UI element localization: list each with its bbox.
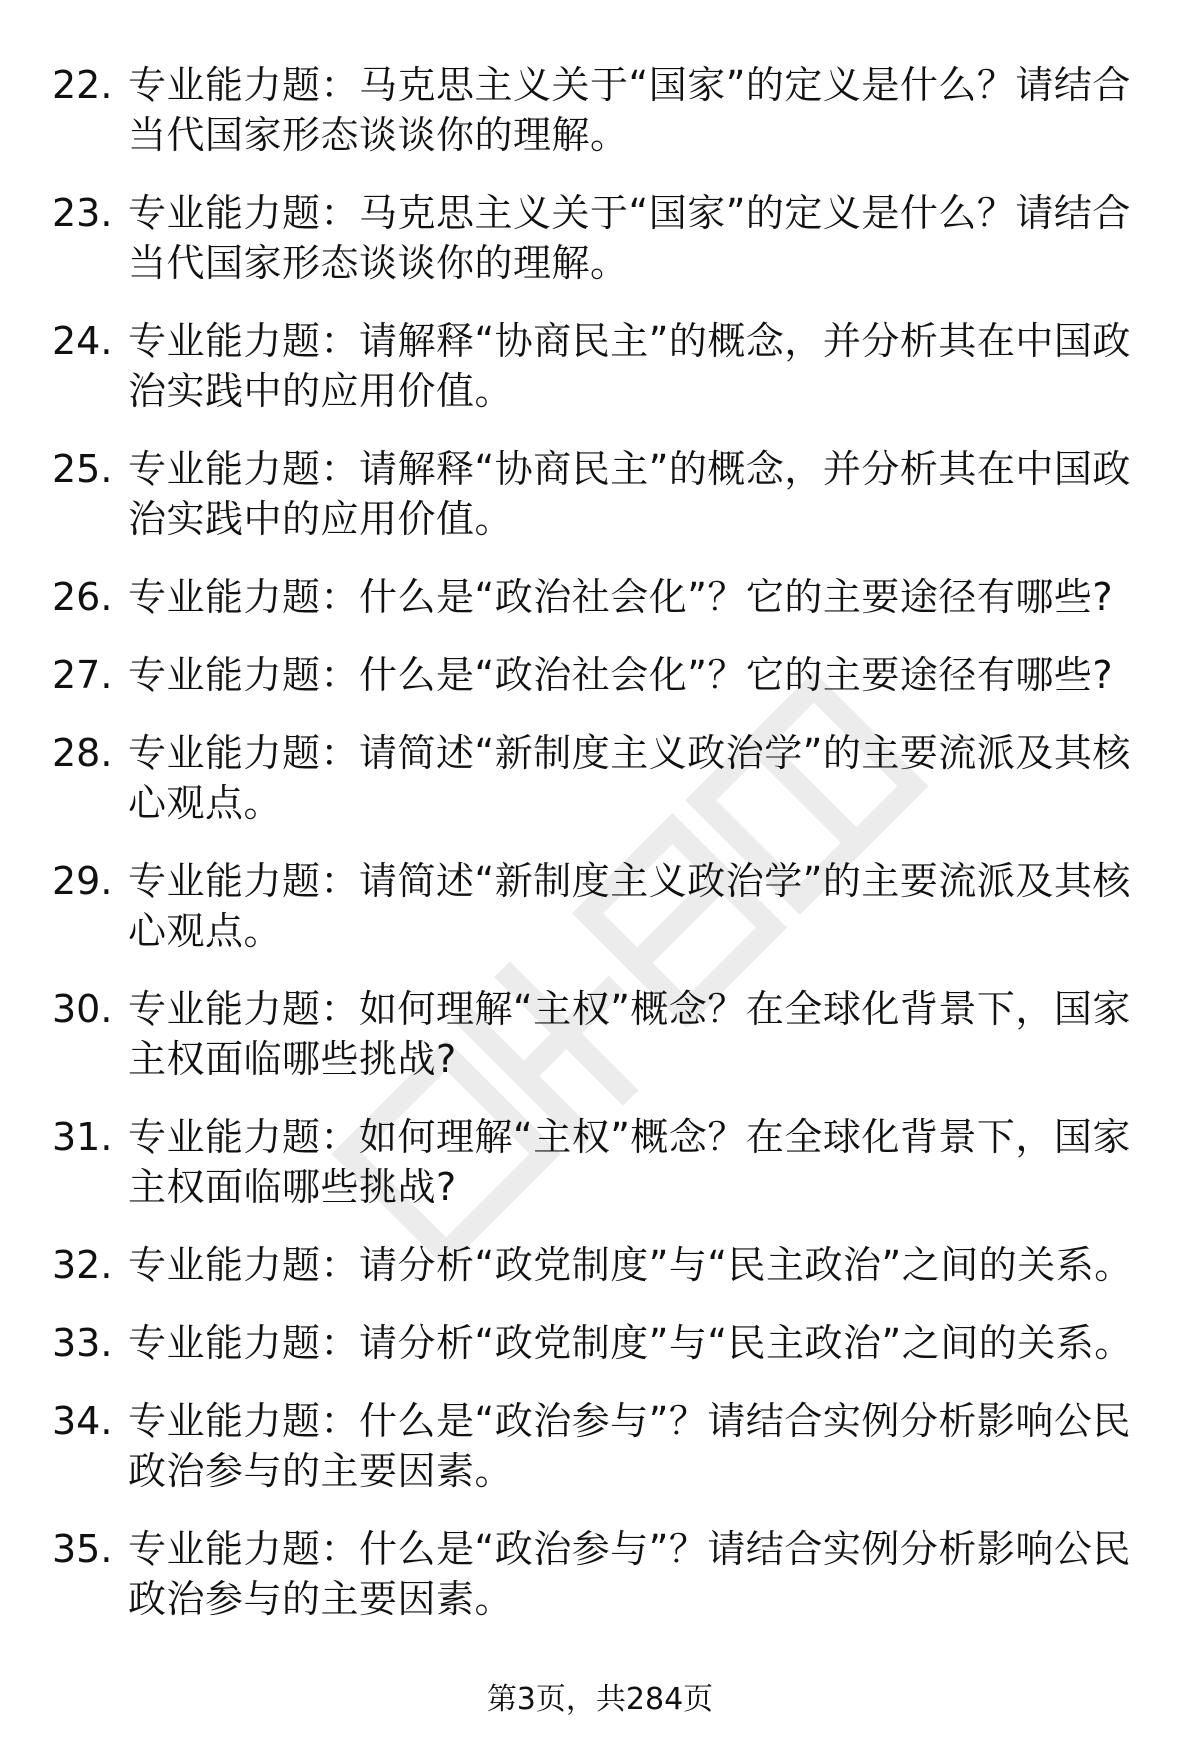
question-item [52, 572, 1152, 622]
question-item [52, 984, 1152, 1084]
question-text: 专业能力题：马克思主义关于“国家”的定义是什么？请结合当代国家形态谈谈你的理解。 [128, 191, 1131, 285]
question-number: 35. [52, 1527, 113, 1571]
question-text: 专业能力题：什么是“政治参与”？请结合实例分析影响公民政治参与的主要因素。 [128, 1399, 1131, 1493]
question-text: 专业能力题：什么是“政治参与”？请结合实例分析影响公民政治参与的主要因素。 [128, 1527, 1131, 1621]
question-text: 专业能力题：请分析“政党制度”与“民主政治”之间的关系。 [128, 1321, 1133, 1365]
question-item [52, 1112, 1152, 1212]
question-item [52, 188, 1152, 288]
question-text: 专业能力题：请简述“新制度主义政治学”的主要流派及其核心观点。 [128, 731, 1131, 825]
question-number: 34. [52, 1399, 113, 1443]
question-text: 专业能力题：请解释“协商民主”的概念，并分析其在中国政治实践中的应用价值。 [128, 447, 1131, 541]
question-text: 专业能力题：什么是“政治社会化”？它的主要途径有哪些? [128, 575, 1114, 619]
question-text: 专业能力题：如何理解“主权”概念？在全球化背景下，国家主权面临哪些挑战? [128, 987, 1131, 1081]
question-number: 29. [52, 859, 113, 903]
page-footer: 第3页，共284页 [486, 1682, 714, 1717]
question-number: 30. [52, 987, 113, 1031]
question-number: 28. [52, 731, 113, 775]
question-item [52, 60, 1152, 160]
question-item [52, 650, 1152, 700]
question-item [52, 444, 1152, 544]
question-item [52, 856, 1152, 956]
question-item [52, 1318, 1152, 1368]
question-text: 专业能力题：请分析“政党制度”与“民主政治”之间的关系。 [128, 1243, 1133, 1287]
question-number: 24. [52, 319, 113, 363]
question-item [52, 316, 1152, 416]
question-list [52, 60, 1152, 1652]
question-number: 25. [52, 447, 113, 491]
question-number: 23. [52, 191, 113, 235]
question-text: 专业能力题：什么是“政治社会化”？它的主要途径有哪些? [128, 653, 1114, 697]
question-text: 专业能力题：请解释“协商民主”的概念，并分析其在中国政治实践中的应用价值。 [128, 319, 1131, 413]
question-number: 27. [52, 653, 113, 697]
question-item [52, 728, 1152, 828]
question-item [52, 1396, 1152, 1496]
question-number: 31. [52, 1115, 113, 1159]
question-number: 33. [52, 1321, 113, 1365]
question-text: 专业能力题：马克思主义关于“国家”的定义是什么？请结合当代国家形态谈谈你的理解。 [128, 63, 1131, 157]
question-number: 32. [52, 1243, 113, 1287]
question-text: 专业能力题：请简述“新制度主义政治学”的主要流派及其核心观点。 [128, 859, 1131, 953]
question-item [52, 1240, 1152, 1290]
question-number: 26. [52, 575, 113, 619]
question-number: 22. [52, 63, 113, 107]
question-text: 专业能力题：如何理解“主权”概念？在全球化背景下，国家主权面临哪些挑战? [128, 1115, 1131, 1209]
question-item [52, 1524, 1152, 1624]
